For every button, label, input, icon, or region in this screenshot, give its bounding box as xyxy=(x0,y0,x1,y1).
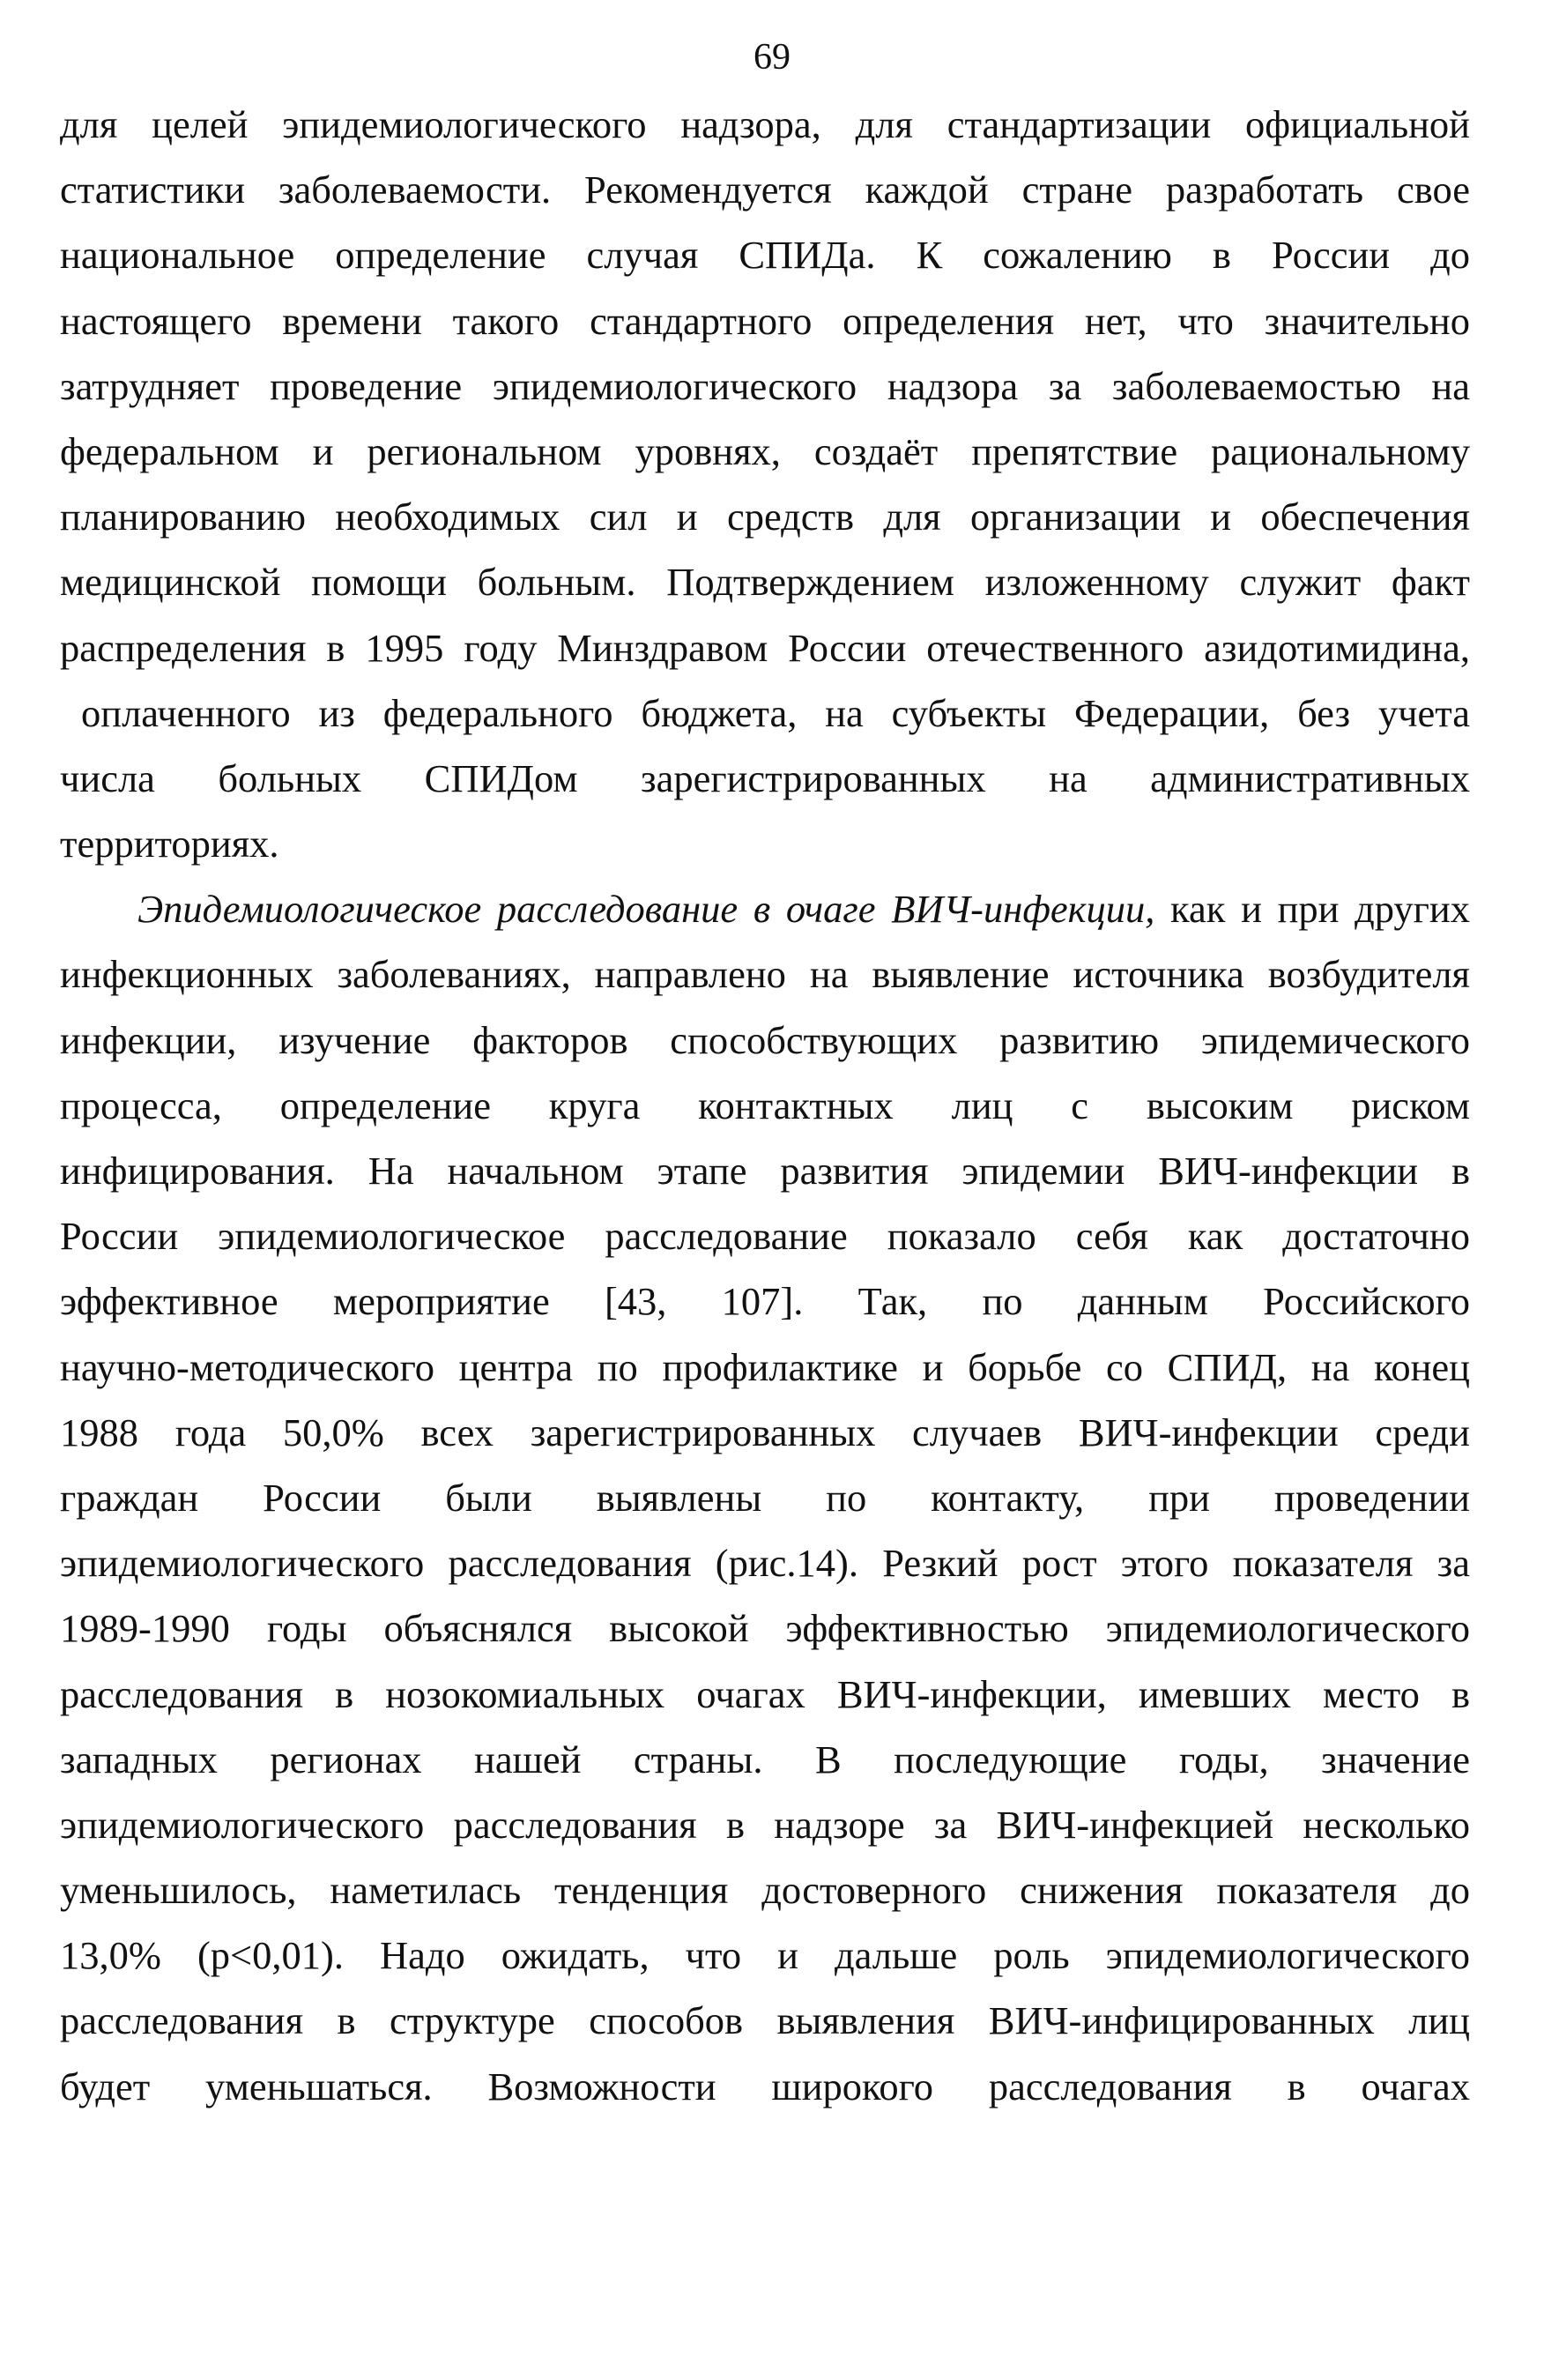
paragraph1-line: федеральном и региональном уровнях, создаёт препятствие рациональному xyxy=(60,428,1470,473)
paragraph2-first-line xyxy=(60,876,1470,941)
paragraph2-first-line-rest: как и при других xyxy=(1154,887,1470,932)
paragraph1-line: территориях. xyxy=(60,822,279,866)
page-number: 69 xyxy=(753,37,791,78)
paragraph2-line: расследования в структуре способов выявления ВИЧ-инфицированных лиц xyxy=(60,1998,1470,2043)
paragraph1-line: числа больных СПИДом зарегистрированных на административных xyxy=(60,755,1470,800)
paragraph2-line: расследования в нозокомиальных очагах ВИЧ-инфекции, имевших место в xyxy=(60,1671,1470,1716)
paragraph1-line: настоящего времени такого стандартного определения нет, что значительно xyxy=(60,298,1470,343)
paragraph1-line: оплаченного из федерального бюджета, на субъекты Федерации, без учета xyxy=(81,690,1470,735)
paragraph2-line: инфицирования. На начальном этапе развития эпидемии ВИЧ-инфекции в xyxy=(60,1149,1470,1193)
paragraph2-line: научно-методического центра по профилактике и борьбе со СПИД, на конец xyxy=(60,1344,1470,1389)
paragraph1-line: медицинской помощи больным. Подтверждением изложенному служит факт xyxy=(60,560,1470,605)
paragraph2-line: эффективное мероприятие [43, 107]. Так, по данным Российского xyxy=(60,1279,1470,1324)
paragraph2-line: России эпидемиологическое расследование показало себя как достаточно xyxy=(60,1214,1470,1259)
paragraph1-line: статистики заболеваемости. Рекомендуется каждой стране разработать свое xyxy=(60,167,1470,212)
paragraph2-line: 1989-1990 годы объяснялся высокой эффективностью эпидемиологического xyxy=(60,1606,1470,1651)
paragraph2-line: эпидемиологического расследования в надзоре за ВИЧ-инфекцией несколько xyxy=(60,1802,1470,1847)
paragraph2-line: будет уменьшаться. Возможности широкого расследования в очагах xyxy=(60,2064,1470,2109)
body-text xyxy=(60,92,1470,2119)
paragraph2-line: западных регионах нашей страны. В последующие годы, значение xyxy=(60,1737,1470,1781)
paragraph2-line: эпидемиологического расследования (рис.14). Резкий рост этого показателя за xyxy=(60,1541,1470,1586)
paragraph1-line: для целей эпидемиологического надзора, для стандартизации официальной xyxy=(60,102,1470,146)
paragraph2-line: инфекционных заболеваниях, направлено на выявление источника возбудителя xyxy=(60,952,1470,997)
paragraph1-line: распределения в 1995 году Минздравом России отечественного азидотимидина, xyxy=(60,625,1470,670)
paragraph2-line: уменьшилось, наметилась тенденция достоверного снижения показателя до xyxy=(60,1868,1470,1913)
paragraph2-line: инфекции, изучение факторов способствующих развитию эпидемического xyxy=(60,1017,1470,1062)
italic-term: Эпидемиологическое расследование в очаге ВИЧ-инфекции, xyxy=(137,887,1155,932)
paragraph1-line: национальное определение случая СПИДа. К сожалению в России до xyxy=(60,233,1470,278)
paragraph2-line: 13,0% (р<0,01). Надо ожидать, что и дальше роль эпидемиологического xyxy=(60,1933,1470,1978)
paragraph1-line: затрудняет проведение эпидемиологического надзора за заболеваемостью на xyxy=(60,363,1470,408)
paragraph2-line: граждан России были выявлены по контакту, при проведении xyxy=(60,1475,1470,1520)
paragraph2-line: процесса, определение круга контактных лиц с высоким риском xyxy=(60,1082,1470,1127)
paragraph2-line: 1988 года 50,0% всех зарегистрированных случаев ВИЧ-инфекции среди xyxy=(60,1409,1470,1454)
paragraph1-line: планированию необходимых сил и средств для организации и обеспечения xyxy=(60,495,1470,539)
